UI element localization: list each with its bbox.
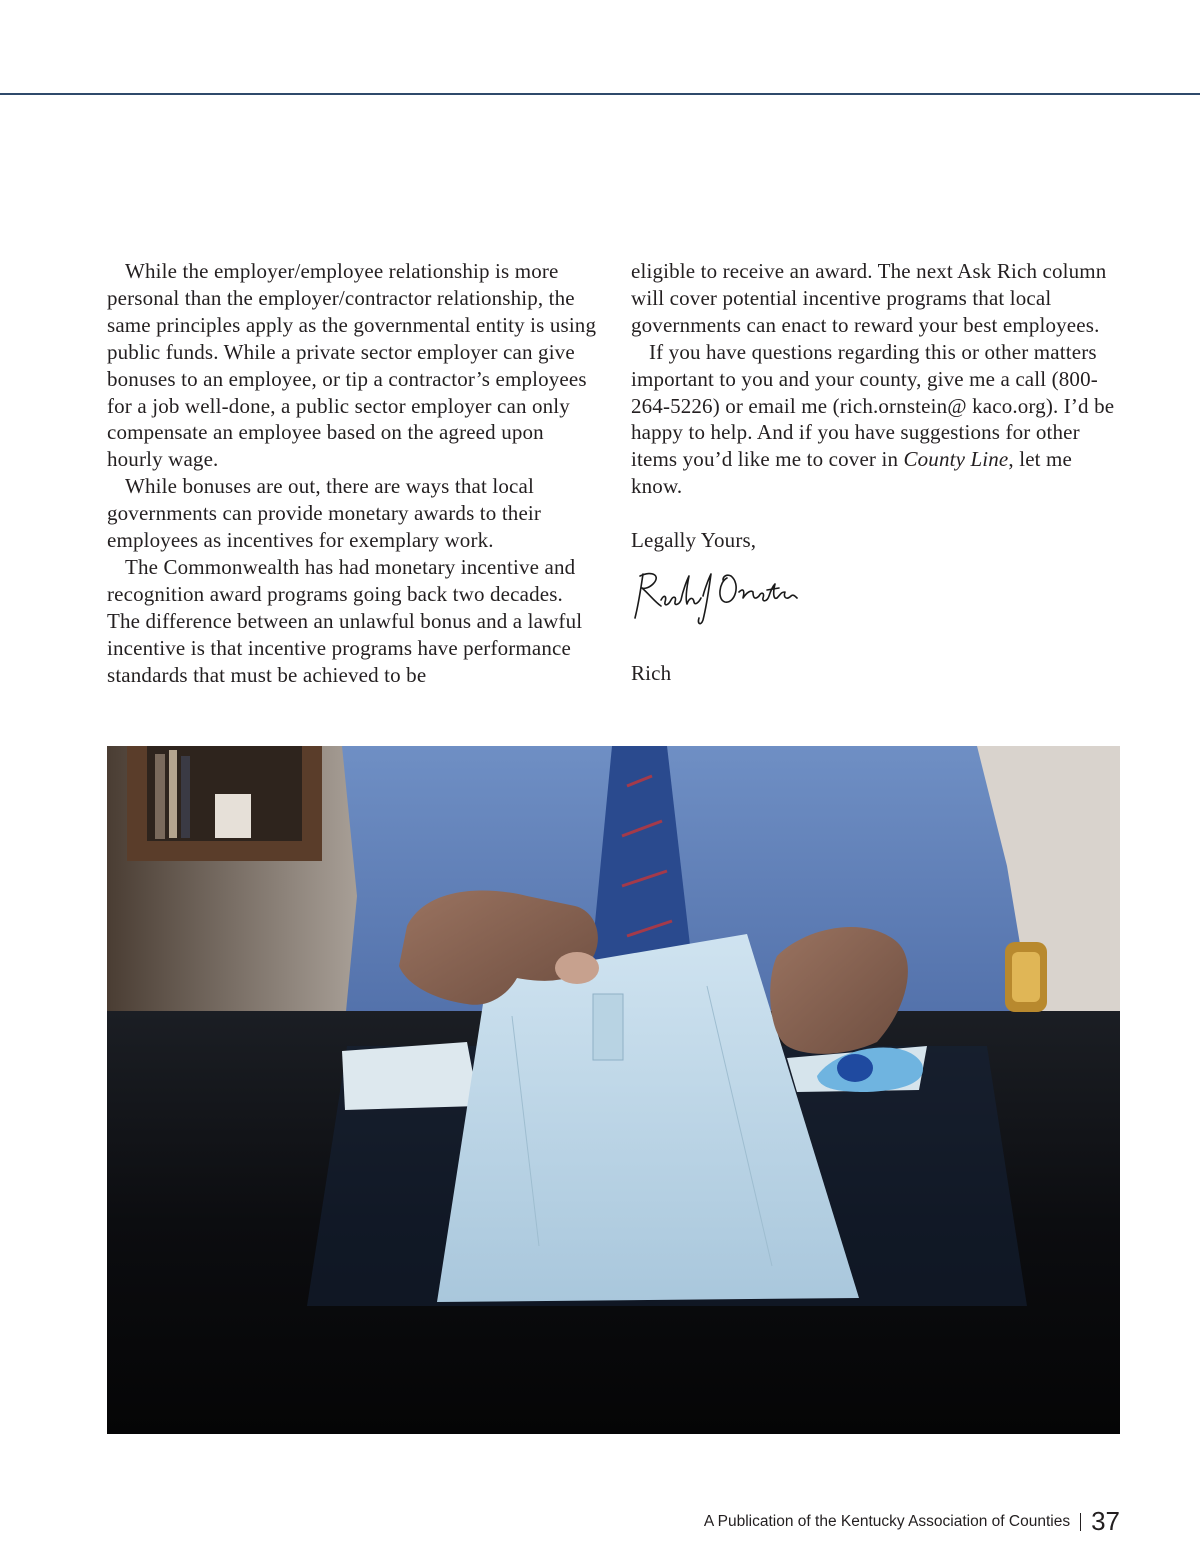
signer-name: Rich — [631, 660, 672, 685]
photo-illustration — [107, 746, 1120, 1434]
left-column — [107, 258, 597, 689]
publication-title: County Line — [903, 447, 1009, 472]
closing: Legally Yours, — [631, 528, 757, 553]
paragraph: While the employer/employee relationship is more personal than the employer/contractor relationship, the same principles apply as the governmental entity is using public funds. While a private sector employer can give bonuses to an employee, or tip a contractor’s employees for a job well-done, a public sector employer can only compensate an employee based on the agreed upon hourly wage. — [107, 259, 597, 472]
paragraph-text: If you have questions regarding this or other matters important to you and your county, give me a call (800-264-5226) or email me (rich.ornstein@ kaco.org). I’d be happy to help. And if you have suggestions for other items you’d like me to cover in — [631, 339, 1115, 472]
signature-icon — [631, 562, 801, 632]
paragraph — [631, 339, 1121, 500]
publication-credit: A Publication of the Kentucky Association of Counties — [703, 1512, 1071, 1530]
paragraph: While bonuses are out, there are ways that local governments can provide monetary awards to their employees as incentives for exemplary work. — [107, 474, 542, 553]
right-column — [631, 258, 1121, 687]
signature — [631, 554, 1121, 660]
page-footer — [704, 1506, 1120, 1537]
header-rule — [0, 93, 1200, 95]
paragraph: eligible to receive an award. The next Ask Rich column will cover potential incentive programs that local governments can enact to reward your best employees. — [631, 259, 1107, 337]
footer-divider — [1080, 1513, 1081, 1531]
paragraph: The Commonwealth has had monetary incentive and recognition award programs going back two decades. The difference between an unlawful bonus and a lawful incentive is that incentive programs have performance standards that must be achieved to be — [107, 554, 583, 687]
paragraph-end: , let me know. — [631, 447, 1073, 499]
page-number: 37 — [1091, 1506, 1120, 1536]
check-handoff-photo — [107, 746, 1120, 1434]
